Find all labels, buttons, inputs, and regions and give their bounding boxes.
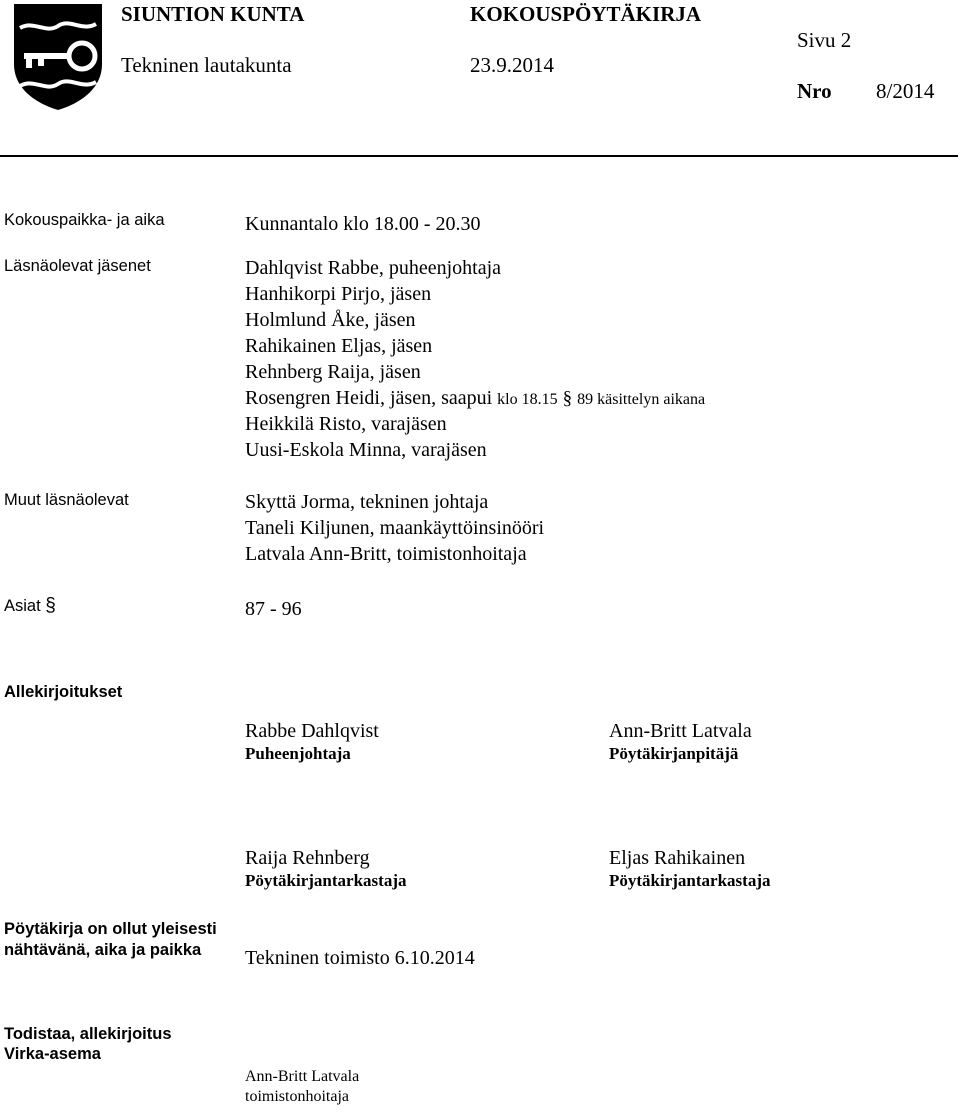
public-display-label-2: nähtävänä, aika ja paikka bbox=[4, 941, 202, 959]
list-item: Holmlund Åke, jäsen bbox=[245, 309, 416, 331]
list-item: Heikkilä Risto, varajäsen bbox=[245, 413, 447, 435]
others-list bbox=[245, 489, 544, 567]
certification-label-2: Virka-asema bbox=[4, 1045, 101, 1063]
late-member-note: 89 käsittelyn aikana bbox=[577, 391, 706, 408]
committee-name: Tekninen lautakunta bbox=[121, 53, 292, 77]
list-item: Latvala Ann-Britt, toimistonhoitaja bbox=[245, 543, 527, 565]
items-paragraph-sign: § bbox=[45, 595, 56, 616]
checker2-title: Pöytäkirjantarkastaja bbox=[609, 871, 771, 890]
certifier-position: toimistonhoitaja bbox=[245, 1088, 349, 1105]
org-name: SIUNTION KUNTA bbox=[121, 2, 305, 26]
items-label bbox=[4, 595, 56, 617]
header-divider bbox=[0, 155, 958, 157]
list-item: Hanhikorpi Pirjo, jäsen bbox=[245, 283, 432, 305]
items-value: 87 - 96 bbox=[245, 598, 302, 620]
others-label: Muut läsnäolevat bbox=[4, 491, 129, 509]
members-list bbox=[245, 255, 705, 463]
list-item: Taneli Kiljunen, maankäyttöinsinööri bbox=[245, 517, 545, 539]
list-item: Rehnberg Raija, jäsen bbox=[245, 361, 421, 383]
signatures-label: Allekirjoitukset bbox=[4, 683, 123, 701]
certification-label-1: Todistaa, allekirjoitus bbox=[4, 1025, 172, 1043]
chair-title: Puheenjohtaja bbox=[245, 744, 351, 763]
logo-icon bbox=[12, 2, 104, 112]
list-item: Rahikainen Eljas, jäsen bbox=[245, 335, 433, 357]
place-label: Kokouspaikka- ja aika bbox=[4, 211, 165, 229]
nro-label: Nro bbox=[797, 79, 832, 103]
nro-value: 8/2014 bbox=[876, 79, 935, 103]
items-label-text: Asiat bbox=[4, 597, 41, 615]
checker1-title: Pöytäkirjantarkastaja bbox=[245, 871, 407, 890]
document-type: KOKOUSPÖYTÄKIRJA bbox=[470, 2, 702, 26]
checker1-name: Raija Rehnberg bbox=[245, 847, 370, 869]
list-item: Dahlqvist Rabbe, puheenjohtaja bbox=[245, 257, 502, 279]
public-display-label-1: Pöytäkirja on ollut yleisesti bbox=[4, 920, 217, 938]
page-number: Sivu 2 bbox=[797, 28, 852, 52]
secretary-name: Ann-Britt Latvala bbox=[609, 720, 752, 742]
meeting-date: 23.9.2014 bbox=[470, 53, 554, 77]
place-value: Kunnantalo klo 18.00 - 20.30 bbox=[245, 213, 481, 235]
chair-name: Rabbe Dahlqvist bbox=[245, 720, 379, 742]
secretary-title: Pöytäkirjanpitäjä bbox=[609, 744, 739, 763]
late-member-name: Rosengren Heidi, jäsen, saapui bbox=[245, 387, 493, 409]
list-item-late bbox=[245, 385, 705, 411]
certifier-name: Ann-Britt Latvala bbox=[245, 1068, 360, 1085]
members-label: Läsnäolevat jäsenet bbox=[4, 257, 151, 275]
paragraph-sign: § bbox=[562, 388, 573, 409]
list-item: Uusi-Eskola Minna, varajäsen bbox=[245, 439, 487, 461]
list-item: Skyttä Jorma, tekninen johtaja bbox=[245, 491, 489, 513]
late-member-time: klo 18.15 bbox=[497, 391, 558, 408]
public-display-value: Tekninen toimisto 6.10.2014 bbox=[245, 947, 475, 969]
checker2-name: Eljas Rahikainen bbox=[609, 847, 746, 869]
